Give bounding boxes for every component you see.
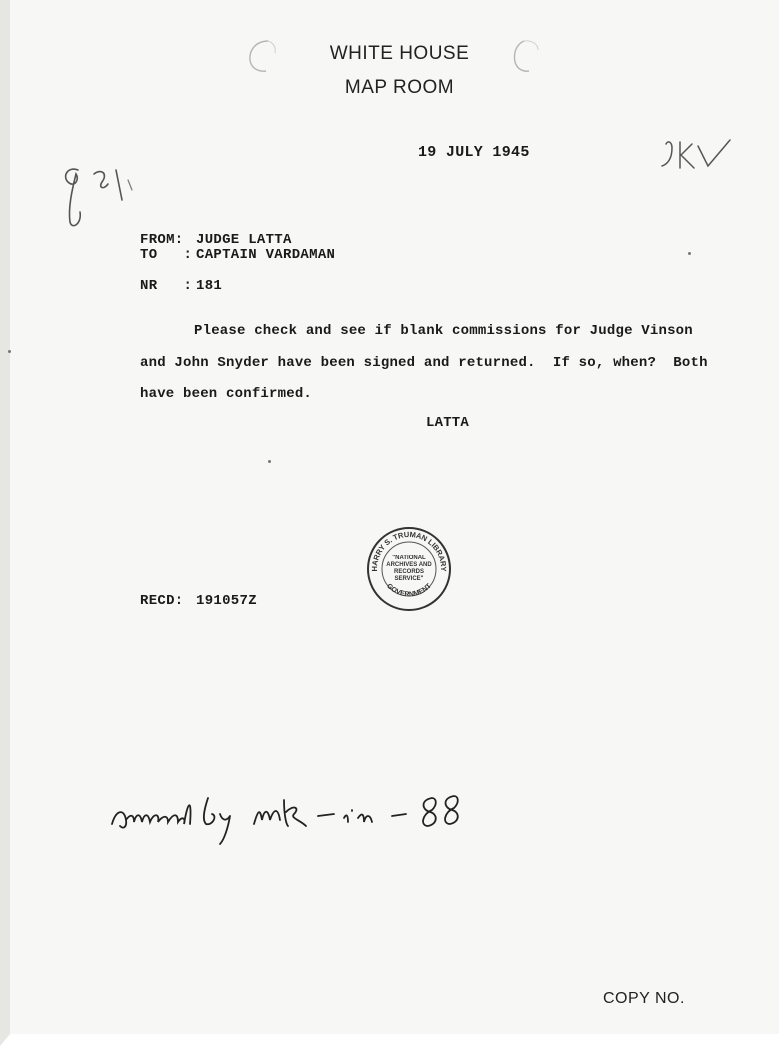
message-body-line-1: Please check and see if blank commissions for Judge Vinson: [194, 323, 693, 339]
to-line: [140, 247, 335, 263]
handwritten-answered-note: [108, 790, 478, 850]
paper-speck: [268, 460, 271, 463]
recd-value: 191057Z: [196, 593, 257, 609]
paper-speck: [688, 252, 691, 255]
stamp-center-text: "NATIONAL ARCHIVES AND RECORDS SERVICE": [386, 555, 432, 582]
handwritten-initials: [658, 136, 734, 176]
paper-speck: [8, 350, 11, 353]
handwritten-margin-number: [58, 160, 138, 232]
nr-label: NR :: [140, 278, 193, 294]
message-body-line-3: have been confirmed.: [140, 386, 313, 402]
archive-stamp: [365, 525, 453, 613]
copy-number-label: COPY NO.: [603, 990, 685, 1007]
nr-value: 181: [196, 278, 223, 294]
to-label: TO :: [140, 247, 193, 263]
from-label: FROM:: [140, 232, 184, 248]
from-line: [140, 232, 292, 248]
received-line: [140, 593, 257, 609]
stamp-ring-text: HARRY S. TRUMAN LIBRARY: [369, 529, 449, 572]
recd-label: RECD:: [140, 593, 184, 609]
signature: LATTA: [426, 415, 470, 431]
stamp-bottom-text: GOVERNMENT: [385, 582, 433, 599]
header-white-house: WHITE HOUSE: [329, 43, 470, 64]
header-map-room: MAP ROOM: [344, 77, 455, 98]
message-date: 19 JULY 1945: [418, 144, 530, 161]
to-value: CAPTAIN VARDAMAN: [196, 247, 336, 263]
message-body-line-2: and John Snyder have been signed and returned. If so, when? Both: [140, 355, 708, 371]
nr-line: [140, 278, 222, 294]
from-value: JUDGE LATTA: [196, 232, 292, 248]
